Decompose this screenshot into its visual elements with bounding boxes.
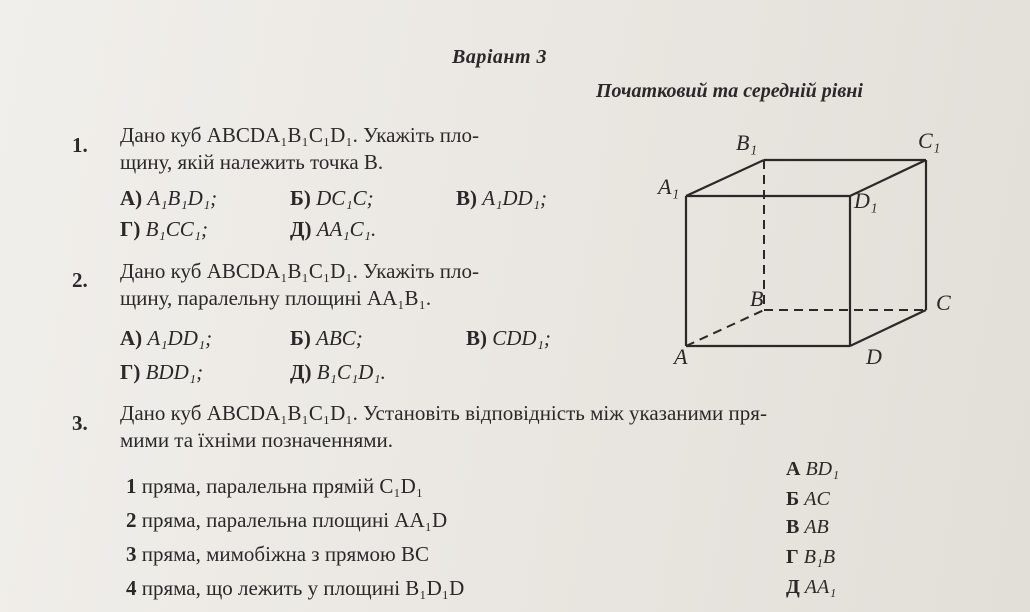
match-left-item-3: 3 пряма, мимобіжна з прямою BC xyxy=(126,542,429,566)
question-1-number: 1. xyxy=(72,133,88,157)
question-1-line-2: щину, якій належить точка B. xyxy=(120,150,384,174)
question-1-option-d: Д) AA₁C₁. xyxy=(290,217,377,241)
label-b1: B₁ xyxy=(736,130,758,155)
label-d1: D₁ xyxy=(854,188,878,213)
match-right-item-b: Б AC xyxy=(786,488,830,510)
question-2-line-1: Дано куб ABCDA₁B₁C₁D₁. Укажіть пло- xyxy=(120,259,479,283)
question-1-line-1: Дано куб ABCDA₁B₁C₁D₁. Укажіть пло- xyxy=(120,123,479,147)
match-right-item-g: Г B₁B xyxy=(786,546,836,568)
question-2-line-2: щину, паралельну площині AA₁B₁. xyxy=(120,286,432,310)
match-right-item-v: В AB xyxy=(786,516,829,538)
question-3-text xyxy=(120,400,767,454)
match-right-item-a: А BD₁ xyxy=(786,458,840,480)
question-1-option-a: А) A₁B₁D₁; xyxy=(120,186,218,210)
match-left-item-2: 2 пряма, паралельна площині AA₁D xyxy=(126,508,448,532)
cube-diagram xyxy=(640,110,980,390)
level-heading: Початковий та середній рівні xyxy=(596,80,863,102)
question-2-option-g: Г) BDD₁; xyxy=(120,360,204,384)
question-2-option-b: Б) ABC; xyxy=(290,326,363,350)
question-3-number: 3. xyxy=(72,411,88,435)
question-2-option-v: В) CDD₁; xyxy=(466,326,551,350)
question-3-line-2: мими та їхніми позначеннями. xyxy=(120,428,394,452)
variant-heading: Варіант 3 xyxy=(452,46,548,68)
edge-a1-b1 xyxy=(686,160,764,196)
label-b: B xyxy=(750,286,764,311)
edge-d-c xyxy=(850,310,926,346)
match-left-item-1: 1 пряма, паралельна прямій C₁D₁ xyxy=(126,474,424,498)
question-2-number: 2. xyxy=(72,268,88,292)
label-c: C xyxy=(936,290,951,315)
question-2-option-d: Д) B₁C₁D₁. xyxy=(290,360,386,384)
question-2-text xyxy=(120,258,479,312)
label-a: A xyxy=(674,344,688,369)
label-d: D xyxy=(866,344,882,369)
question-1-option-b: Б) DC₁C; xyxy=(290,186,374,210)
match-left-item-4: 4 пряма, що лежить у площині B₁D₁D xyxy=(126,576,465,600)
question-1-option-g: Г) B₁CC₁; xyxy=(120,217,209,241)
question-1-text xyxy=(120,122,479,176)
hidden-edge-a-b xyxy=(686,310,764,346)
question-1-option-v: В) A₁DD₁; xyxy=(456,186,548,210)
match-right-item-d: Д AA₁ xyxy=(786,576,837,598)
question-2-option-a: А) A₁DD₁; xyxy=(120,326,213,350)
question-3-line-1: Дано куб ABCDA₁B₁C₁D₁. Установіть відповідність між указаними пря- xyxy=(120,401,767,425)
label-a1: A₁ xyxy=(658,174,680,199)
label-c1: C₁ xyxy=(918,128,941,153)
